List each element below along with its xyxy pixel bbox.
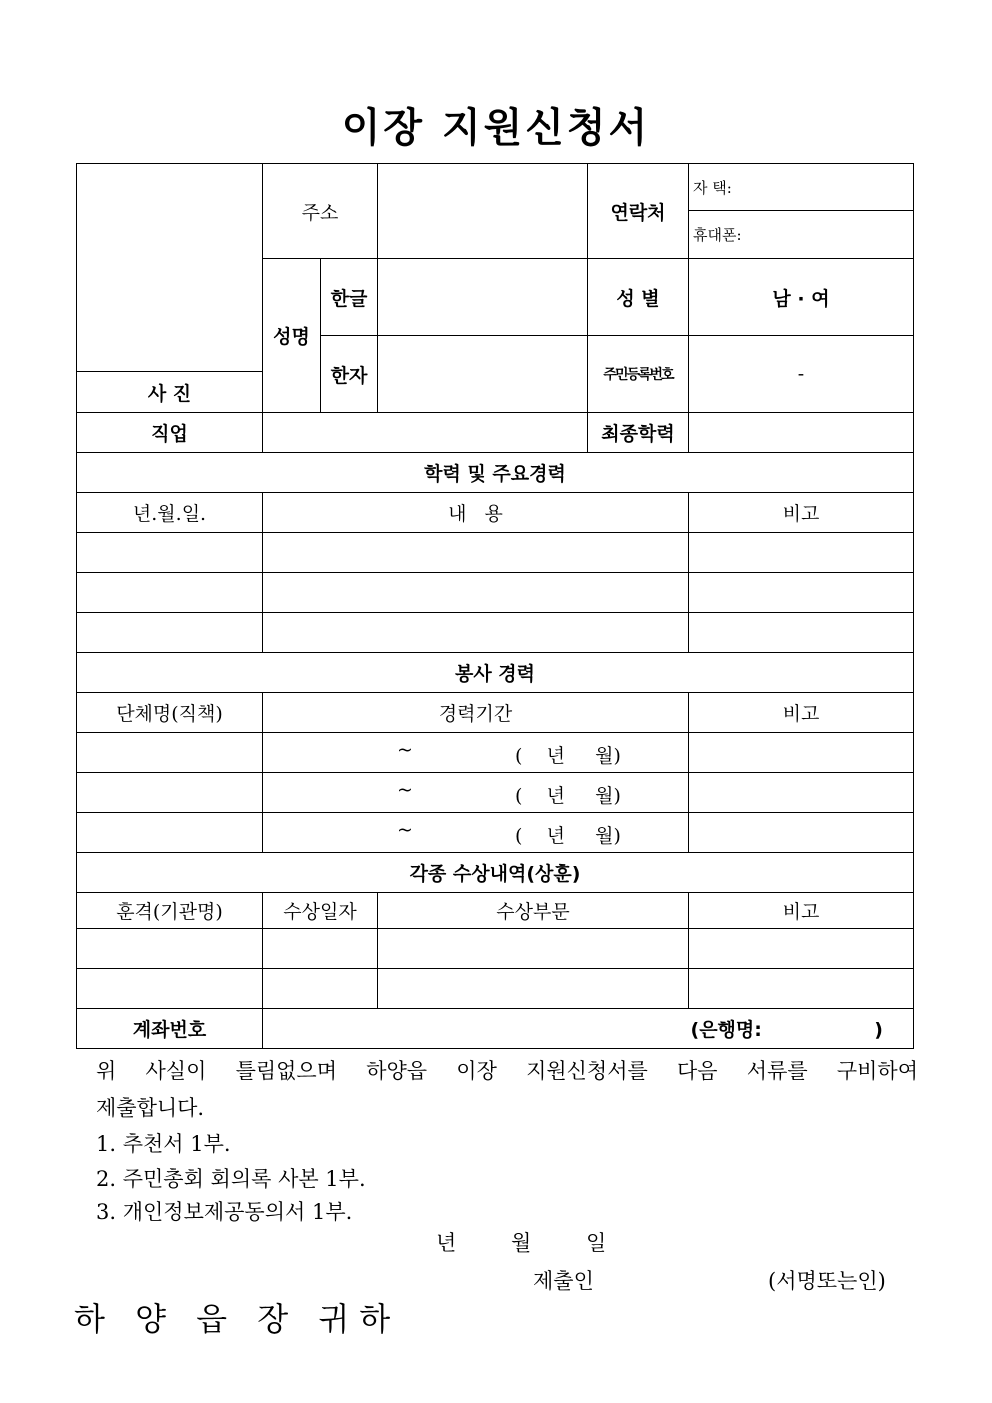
volunteer-org-field[interactable] — [77, 813, 263, 853]
award-note-field[interactable] — [689, 969, 914, 1009]
education-note-field[interactable] — [689, 533, 914, 573]
final-education-label: 최종학력 — [588, 413, 689, 453]
bank-name-label: (은행명: ) — [690, 1019, 883, 1041]
application-form-table — [76, 163, 914, 1049]
volunteer-section-title: 봉사 경력 — [77, 653, 914, 693]
period-year-month: ( 년 월) — [515, 825, 621, 847]
photo-label: 사 진 — [77, 372, 263, 413]
resident-no-label: 주민등록번호 — [588, 336, 689, 413]
korean-name-field[interactable] — [378, 259, 588, 336]
statement-line-1: 위 사실이 틀림없으며 하양읍 이장 지원신청서를 다음 서류를 구비하여 — [96, 1059, 918, 1083]
attachment-item: 2. 주민총회 회의록 사본 1부. — [96, 1167, 366, 1191]
account-field[interactable] — [263, 1009, 914, 1049]
date-day: 일 — [585, 1231, 607, 1255]
final-education-field[interactable] — [689, 413, 914, 453]
hanja-name-field[interactable] — [378, 336, 588, 413]
name-label: 성명 — [263, 259, 321, 413]
education-header-content: 내 용 — [263, 493, 689, 533]
award-header-category: 수상부문 — [378, 893, 689, 929]
volunteer-header-note: 비고 — [689, 693, 914, 733]
period-tilde: ~ — [397, 819, 413, 841]
award-grade-field[interactable] — [77, 969, 263, 1009]
attachment-item: 3. 개인정보제공동의서 1부. — [96, 1200, 353, 1224]
volunteer-period-field[interactable] — [263, 813, 689, 853]
education-row — [77, 533, 914, 573]
mobile-label: 휴대폰: — [693, 226, 742, 244]
volunteer-period-field[interactable] — [263, 773, 689, 813]
award-section-title: 각종 수상내역(상훈) — [77, 853, 914, 893]
addressee: 하 양 읍 장 귀하 — [74, 1300, 401, 1338]
volunteer-org-field[interactable] — [77, 733, 263, 773]
education-row — [77, 613, 914, 653]
volunteer-note-field[interactable] — [689, 813, 914, 853]
award-grade-field[interactable] — [77, 929, 263, 969]
award-date-field[interactable] — [263, 969, 378, 1009]
resident-no-field[interactable] — [689, 336, 914, 413]
period-tilde: ~ — [397, 779, 413, 801]
volunteer-note-field[interactable] — [689, 773, 914, 813]
home-phone-field[interactable] — [689, 164, 914, 211]
education-date-field[interactable] — [77, 613, 263, 653]
resident-no-separator: - — [797, 363, 805, 385]
education-row — [77, 573, 914, 613]
account-label: 계좌번호 — [77, 1009, 263, 1049]
hanja-name-label: 한자 — [321, 336, 378, 413]
contact-label: 연락처 — [588, 164, 689, 259]
volunteer-row — [77, 773, 914, 813]
award-category-field[interactable] — [378, 929, 689, 969]
signature-label: (서명또는인) — [768, 1269, 886, 1293]
award-note-field[interactable] — [689, 929, 914, 969]
photo-box[interactable] — [77, 164, 263, 372]
volunteer-note-field[interactable] — [689, 733, 914, 773]
submitter-label: 제출인 — [533, 1269, 594, 1293]
submission-date — [436, 1227, 606, 1257]
volunteer-row — [77, 813, 914, 853]
statement-line-2: 제출합니다. — [96, 1096, 205, 1120]
award-row — [77, 969, 914, 1009]
page-title: 이장 지원신청서 — [341, 105, 651, 151]
education-header-note: 비고 — [689, 493, 914, 533]
korean-name-label: 한글 — [321, 259, 378, 336]
volunteer-period-field[interactable] — [263, 733, 689, 773]
period-year-month: ( 년 월) — [515, 745, 621, 767]
education-content-field[interactable] — [263, 573, 689, 613]
date-year: 년 — [436, 1231, 457, 1255]
education-header-date: 년.월.일. — [77, 493, 263, 533]
date-month: 월 — [510, 1231, 532, 1255]
award-header-date: 수상일자 — [263, 893, 378, 929]
award-category-field[interactable] — [378, 969, 689, 1009]
education-date-field[interactable] — [77, 533, 263, 573]
job-field[interactable] — [263, 413, 588, 453]
gender-label: 성 별 — [588, 259, 689, 336]
job-label: 직업 — [77, 413, 263, 453]
award-row — [77, 929, 914, 969]
volunteer-header-org: 단체명(직책) — [77, 693, 263, 733]
attachment-item: 1. 추천서 1부. — [96, 1132, 231, 1156]
gender-options[interactable]: 남 · 여 — [689, 259, 914, 336]
volunteer-org-field[interactable] — [77, 773, 263, 813]
education-section-title: 학력 및 주요경력 — [77, 453, 914, 493]
award-date-field[interactable] — [263, 929, 378, 969]
mobile-field[interactable] — [689, 211, 914, 259]
award-header-grade: 훈격(기관명) — [77, 893, 263, 929]
home-phone-label: 자 택: — [693, 178, 732, 197]
education-note-field[interactable] — [689, 613, 914, 653]
education-content-field[interactable] — [263, 613, 689, 653]
award-header-note: 비고 — [689, 893, 914, 929]
address-label: 주소 — [263, 164, 378, 259]
education-date-field[interactable] — [77, 573, 263, 613]
period-tilde: ~ — [397, 739, 413, 761]
volunteer-row — [77, 733, 914, 773]
education-content-field[interactable] — [263, 533, 689, 573]
address-field[interactable] — [378, 164, 588, 259]
period-year-month: ( 년 월) — [515, 785, 621, 807]
education-note-field[interactable] — [689, 573, 914, 613]
volunteer-header-period: 경력기간 — [263, 693, 689, 733]
